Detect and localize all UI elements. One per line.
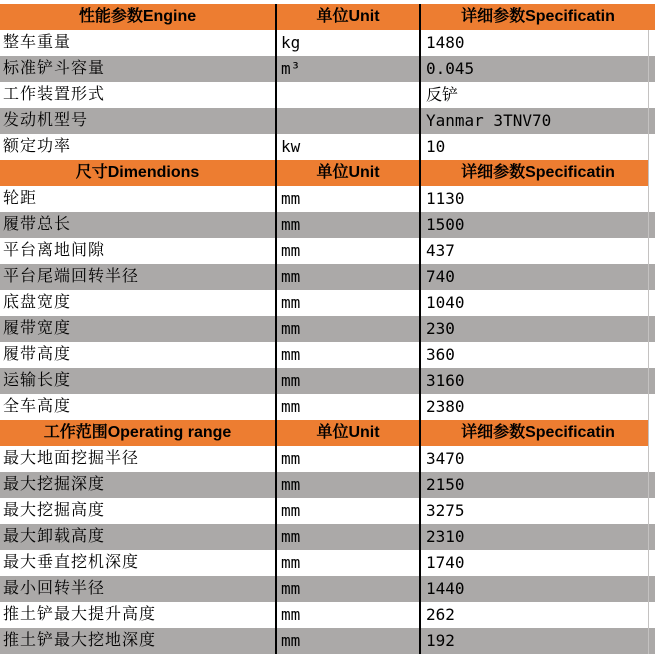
cell-parameter: 平台尾端回转半径 xyxy=(0,264,277,290)
cell-unit: mm xyxy=(277,290,421,316)
table-row xyxy=(0,602,655,628)
cell-parameter: 最大垂直挖机深度 xyxy=(0,550,277,576)
header-cell-unit: 单位Unit xyxy=(277,420,421,446)
cell-spec: 1480 xyxy=(426,33,465,52)
table-row xyxy=(0,550,655,576)
cell-unit: mm xyxy=(277,186,421,212)
cell-unit: mm xyxy=(277,342,421,368)
table-row xyxy=(0,446,655,472)
table-row xyxy=(0,368,655,394)
table-row xyxy=(0,56,655,82)
cell-spec: 262 xyxy=(426,605,455,624)
cell-spec: 2380 xyxy=(426,397,465,416)
cell-parameter: 履带总长 xyxy=(0,212,277,238)
cell-unit: mm xyxy=(277,472,421,498)
cell-parameter: 全车高度 xyxy=(0,394,277,420)
cell-spec: 1130 xyxy=(426,189,465,208)
cell-unit: mm xyxy=(277,264,421,290)
table-row xyxy=(0,472,655,498)
cell-parameter: 履带高度 xyxy=(0,342,277,368)
cell-spec: 192 xyxy=(426,631,455,650)
cell-spec: Yanmar 3TNV70 xyxy=(426,111,552,130)
cell-spec: 3470 xyxy=(426,449,465,468)
cell-spec: 1040 xyxy=(426,293,465,312)
spec-table xyxy=(0,4,655,654)
section-header-row xyxy=(0,420,655,446)
table-row xyxy=(0,342,655,368)
table-row xyxy=(0,498,655,524)
header-cell-parameter: 工作范围Operating range xyxy=(0,420,277,446)
cell-spec: 10 xyxy=(426,137,446,156)
table-row xyxy=(0,238,655,264)
cell-unit: mm xyxy=(277,316,421,342)
table-row xyxy=(0,186,655,212)
cell-unit: mm xyxy=(277,446,421,472)
cell-parameter: 最大挖掘高度 xyxy=(0,498,277,524)
header-cell-spec: 详细参数Specificatin xyxy=(461,424,615,441)
cell-spec: 740 xyxy=(426,267,455,286)
header-cell-parameter: 尺寸Dimendions xyxy=(0,160,277,186)
table-row xyxy=(0,524,655,550)
cell-parameter: 轮距 xyxy=(0,186,277,212)
cell-parameter: 工作装置形式 xyxy=(0,82,277,108)
cell-unit xyxy=(277,108,421,134)
table-row xyxy=(0,212,655,238)
section-header-row xyxy=(0,4,655,30)
table-row xyxy=(0,82,655,108)
header-cell-unit: 单位Unit xyxy=(277,4,421,30)
table-row xyxy=(0,108,655,134)
cell-spec: 3160 xyxy=(426,371,465,390)
cell-unit: mm xyxy=(277,212,421,238)
header-cell-unit: 单位Unit xyxy=(277,160,421,186)
cell-spec: 2150 xyxy=(426,475,465,494)
cell-unit: mm xyxy=(277,524,421,550)
cell-parameter: 额定功率 xyxy=(0,134,277,160)
cell-spec: 1500 xyxy=(426,215,465,234)
cell-parameter: 最大卸载高度 xyxy=(0,524,277,550)
cell-unit: mm xyxy=(277,238,421,264)
cell-parameter: 最大地面挖掘半径 xyxy=(0,446,277,472)
cell-spec: 反铲 xyxy=(426,85,459,104)
cell-unit: mm xyxy=(277,368,421,394)
cell-parameter: 底盘宽度 xyxy=(0,290,277,316)
table-row xyxy=(0,316,655,342)
cell-parameter: 最大挖掘深度 xyxy=(0,472,277,498)
cell-parameter: 平台离地间隙 xyxy=(0,238,277,264)
header-cell-spec: 详细参数Specificatin xyxy=(461,8,615,25)
table-row xyxy=(0,30,655,56)
cell-unit: mm xyxy=(277,576,421,602)
cell-spec: 1740 xyxy=(426,553,465,572)
cell-spec: 1440 xyxy=(426,579,465,598)
cell-unit xyxy=(277,82,421,108)
cell-unit: m³ xyxy=(277,56,421,82)
cell-parameter: 发动机型号 xyxy=(0,108,277,134)
cell-unit: kg xyxy=(277,30,421,56)
cell-unit: mm xyxy=(277,394,421,420)
cell-spec: 360 xyxy=(426,345,455,364)
section-header-row xyxy=(0,160,655,186)
cell-unit: mm xyxy=(277,628,421,654)
cell-spec: 230 xyxy=(426,319,455,338)
table-row xyxy=(0,264,655,290)
cell-unit: mm xyxy=(277,602,421,628)
cell-unit: mm xyxy=(277,498,421,524)
table-row xyxy=(0,394,655,420)
cell-parameter: 运输长度 xyxy=(0,368,277,394)
table-row xyxy=(0,134,655,160)
cell-parameter: 标准铲斗容量 xyxy=(0,56,277,82)
cell-unit: mm xyxy=(277,550,421,576)
cell-parameter: 履带宽度 xyxy=(0,316,277,342)
cell-parameter: 最小回转半径 xyxy=(0,576,277,602)
table-row xyxy=(0,290,655,316)
cell-parameter: 推土铲最大提升高度 xyxy=(0,602,277,628)
cell-spec: 0.045 xyxy=(426,59,475,78)
cell-spec: 437 xyxy=(426,241,455,260)
table-row xyxy=(0,628,655,654)
table-row xyxy=(0,576,655,602)
cell-unit: kw xyxy=(277,134,421,160)
cell-spec: 2310 xyxy=(426,527,465,546)
cell-parameter: 推土铲最大挖地深度 xyxy=(0,628,277,654)
right-gridline xyxy=(648,30,649,654)
cell-spec: 3275 xyxy=(426,501,465,520)
header-cell-spec: 详细参数Specificatin xyxy=(461,164,615,181)
header-cell-parameter: 性能参数Engine xyxy=(0,4,277,30)
cell-parameter: 整车重量 xyxy=(0,30,277,56)
